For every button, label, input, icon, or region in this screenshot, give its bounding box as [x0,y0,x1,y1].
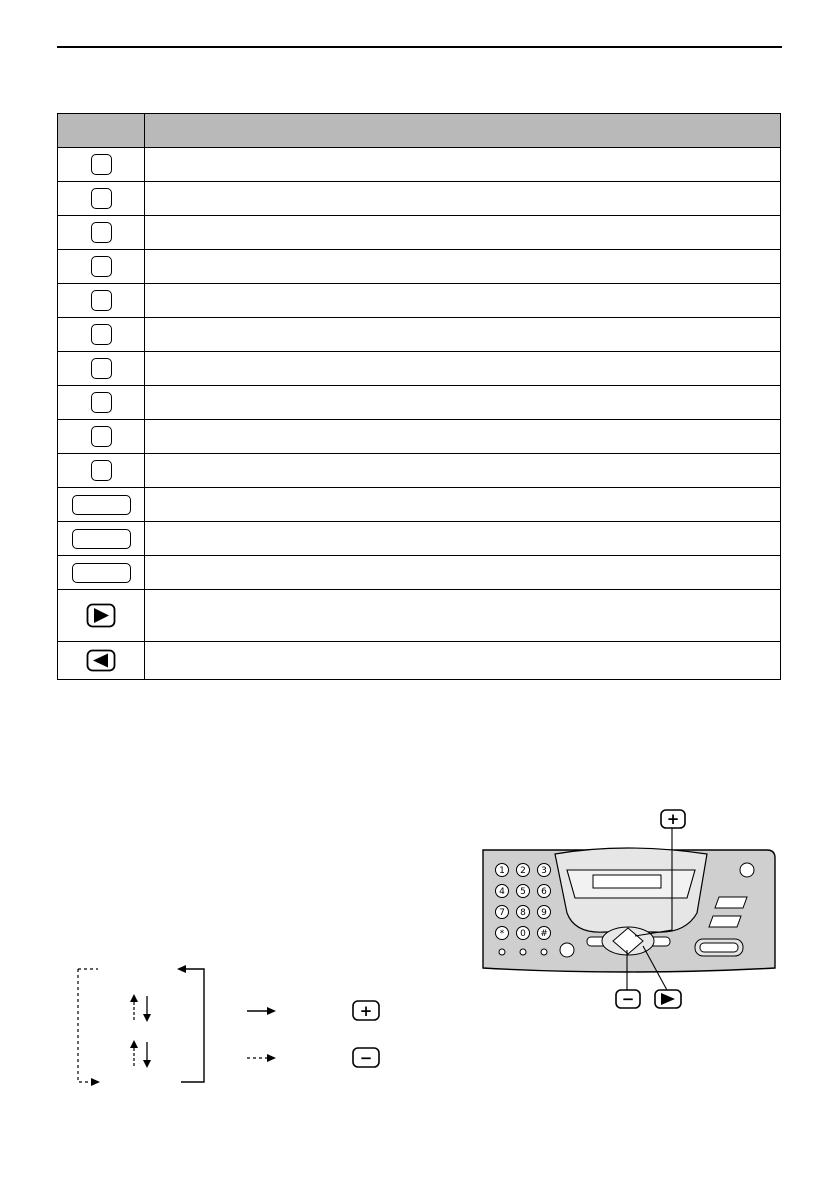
wide-blank-key-icon [72,495,131,515]
keypad-key-label: 1 [499,866,505,876]
keypad-key [496,906,509,919]
minus-key-callout [616,990,640,1008]
blank-key-icon [91,392,112,413]
keypad-key-label: 0 [520,929,526,939]
description-column-header [145,114,781,148]
table-row [58,148,781,182]
table-row [58,454,781,488]
keypad-key-label: 7 [499,908,505,918]
solid-arrow-legend-head [267,1007,276,1015]
plus-key-label: + [359,1002,373,1020]
table-row [58,590,781,642]
row-description [145,420,781,454]
keypad-key [517,906,530,919]
blank-key-icon [91,460,112,481]
blank-key-icon [91,290,112,311]
blank-key-icon [91,358,112,379]
panel-button [715,897,747,908]
keypad-key [517,927,530,940]
fax-panel-illustration [475,808,785,1018]
row-description [145,318,781,352]
table-row [58,556,781,590]
row-description [145,182,781,216]
row-description [145,556,781,590]
blank-key-icon [91,188,112,209]
row-description [145,488,781,522]
keypad-key-label: 5 [520,887,526,897]
solid-loop-arrowhead [177,965,186,973]
blank-key-icon [91,426,112,447]
table-row [58,420,781,454]
table-header-row [58,114,781,148]
table-row [58,318,781,352]
round-button [740,863,754,877]
minus-key-label: − [621,990,635,1008]
table-row [58,352,781,386]
keypad-key [538,927,551,940]
keypad-key [538,864,551,877]
keypad-key-label: 8 [520,908,526,918]
panel-button [709,916,741,927]
keypad-key-label: * [499,929,505,939]
keypad-key-label: 6 [541,887,547,897]
keypad-key [517,885,530,898]
keypad-key [538,906,551,919]
table-row [58,250,781,284]
table-row [58,182,781,216]
table-row [58,522,781,556]
key-function-table [57,113,781,680]
row-description [145,454,781,488]
keypad-key-label: 4 [499,887,505,897]
keypad-key-label: # [540,929,548,939]
selection-flow-diagram [70,960,400,1095]
plus-key-label: + [666,810,680,828]
row-description [145,284,781,318]
row-description [145,642,781,680]
plus-key-icon [353,1001,379,1020]
keypad-key [496,885,509,898]
lcd-screen [593,875,661,888]
plus-key-callout [661,810,685,828]
row-description [145,250,781,284]
wide-blank-key-icon [72,563,131,583]
minus-key-icon [353,1048,379,1067]
left-arrow-key-icon [86,649,116,672]
row-description [145,352,781,386]
table-row [58,386,781,420]
keypad-key [538,885,551,898]
row-description [145,590,781,642]
keypad-key [496,927,509,940]
dashed-loop-arrowhead [91,1078,100,1086]
blank-key-icon [91,222,112,243]
top-rule [57,46,782,48]
table-row [58,216,781,250]
dashed-arrow-legend-head [267,1054,276,1062]
keypad-key [496,864,509,877]
blank-key-icon [91,154,112,175]
wide-blank-key-icon [72,529,131,549]
solid-loop-line [181,969,204,1082]
key-column-header [58,114,145,148]
keypad-key-label: 2 [520,866,526,876]
table-row [58,488,781,522]
blank-key-icon [91,324,112,345]
row-description [145,386,781,420]
up-down-arrows-icon [130,1040,151,1068]
right-arrow-key-icon [86,603,116,628]
table-row [58,642,781,680]
round-button [560,943,574,957]
up-down-arrows-icon [130,994,151,1022]
keypad-key-label: 3 [541,866,547,876]
row-description [145,216,781,250]
right-arrow-icon [655,990,681,1008]
row-description [145,148,781,182]
table-row [58,284,781,318]
row-description [145,522,781,556]
keypad-key-label: 9 [541,908,547,918]
minus-key-label: − [359,1049,373,1067]
dashed-loop-line [78,969,98,1082]
blank-key-icon [91,256,112,277]
keypad-key [517,864,530,877]
